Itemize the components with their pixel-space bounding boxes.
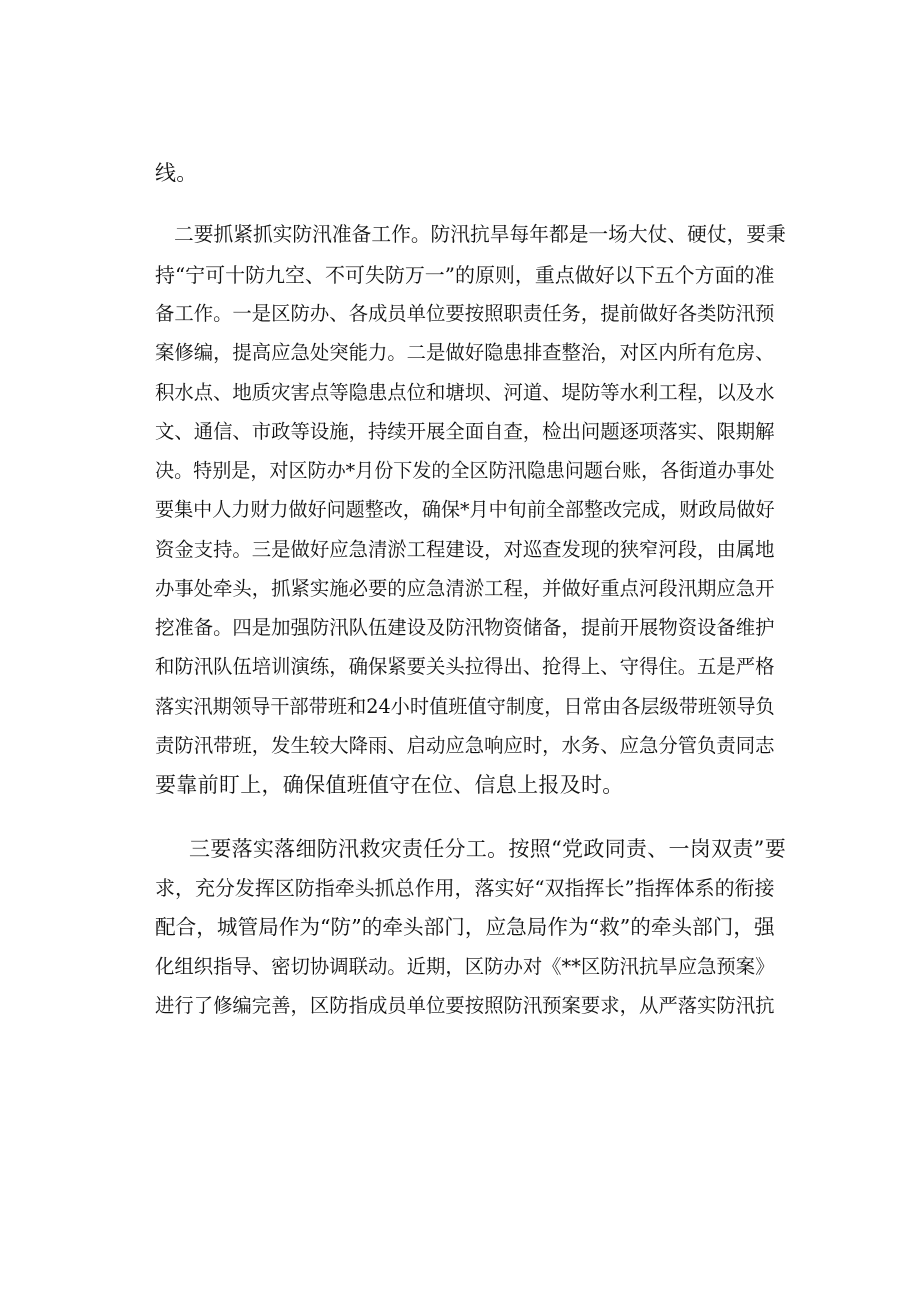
paragraph-1-line-13: 责防汛带班，发生较大降雨、启动应急响应时，水务、应急分管负责同志 [155,734,775,757]
paragraph-2-line-2: 配合，城管局作为“防”的牵头部门，应急局作为“救”的牵头部门，强 [155,915,775,939]
paragraph-1-line-14: 要靠前盯上，确保值班值守在位、信息上报及时。 [155,773,624,797]
paragraph-2-line-3: 化组织指导、密切协调联动。近期，区防办对《**区防汛抗旱应急预案》 [155,955,775,978]
paragraph-1-line-2: 备工作。一是区防办、各成员单位要按照职责任务，提前做好各类防汛预 [155,302,775,325]
paragraph-2-line-4: 进行了修编完善，区防指成员单位要按照防汛预案要求，从严落实防汛抗 [155,994,775,1017]
paragraph-1-line-3: 案修编，提高应急处突能力。二是做好隐患排查整治，对区内所有危房、 [155,341,775,364]
paragraph-1-line-4: 积水点、地质灾害点等隐患点位和塘坝、河道、堤防等水利工程，以及水 [155,381,775,404]
paragraph-1-line-6: 决。特别是，对区防办*月份下发的全区防汛隐患问题台账，各街道办事处 [155,460,775,482]
paragraph-1-line-10: 挖准备。四是加强防汛队伍建设及防汛物资储备，提前开展物资设备维护 [155,616,775,639]
paragraph-1-line-7: 要集中人力财力做好问题整改，确保*月中旬前全部整改完成，财政局做好 [155,499,775,521]
paragraph-1-line-12: 落实汛期领导干部带班和24小时值班值守制度，日常由各层级带班领导负 [155,695,775,718]
paragraph-1-line-9: 办事处牵头，抓紧实施必要的应急清淤工程，并做好重点河段汛期应急开 [155,577,775,600]
paragraph-0-line-0: 线。 [155,161,198,185]
paragraph-2-line-0: 三要落实落细防汛救灾责任分工。按照“党政同责、一岗双责”要 [189,837,786,861]
paragraph-1-line-0: 二要抓紧抓实防汛准备工作。防汛抗旱每年都是一场大仗、硬仗，要秉 [174,223,786,246]
paragraph-1-line-8: 资金支持。三是做好应急清淤工程建设，对巡查发现的狭窄河段，由属地 [155,538,775,561]
paragraph-1-line-5: 文、通信、市政等设施，持续开展全面自查，检出问题逐项落实、限期解 [155,420,775,443]
paragraph-2-line-1: 求，充分发挥区防指牵头抓总作用，落实好“双指挥长”指挥体系的衔接 [155,876,775,900]
paragraph-1-line-11: 和防汛队伍培训演练，确保紧要关头拉得出、抢得上、守得住。五是严格 [155,655,775,678]
paragraph-1-line-1: 持“宁可十防九空、不可失防万一”的原则，重点做好以下五个方面的准 [155,263,775,287]
